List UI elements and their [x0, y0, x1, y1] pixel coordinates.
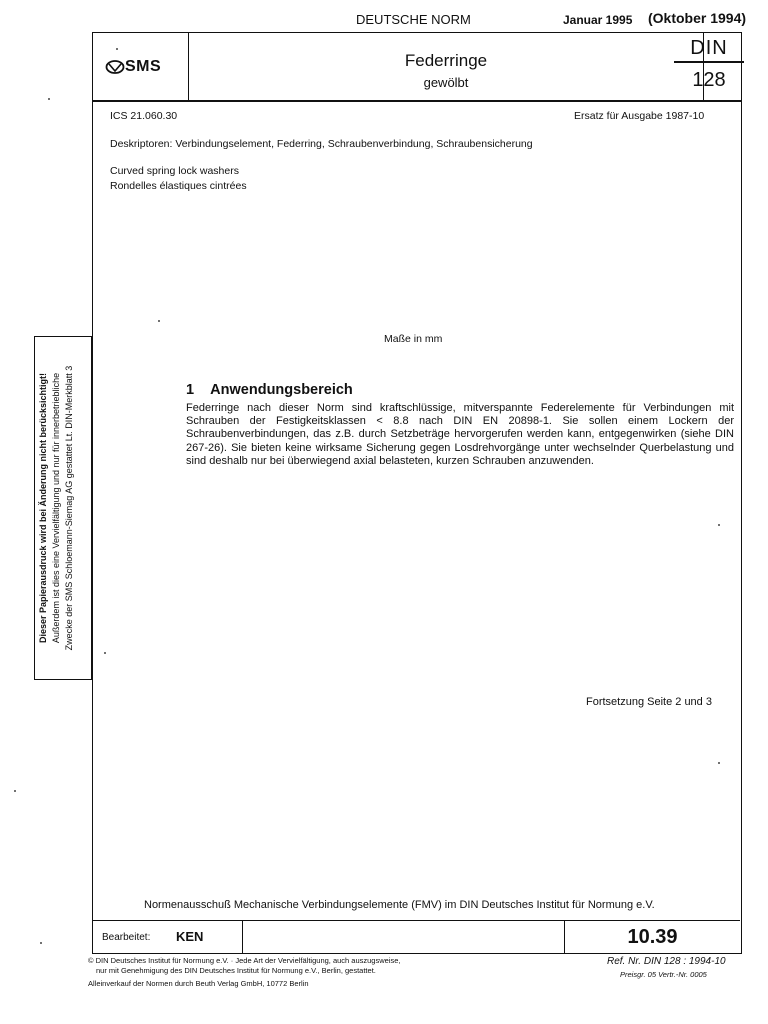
price-codes: Preisgr. 05 Vertr.-Nr. 0005: [620, 970, 707, 979]
side-stamp-line-2: Außerdem ist dies eine Vervielfältigung und nur für innerbetriebliche: [51, 372, 61, 644]
document-title: Federringe: [404, 51, 488, 70]
editor-cell: [92, 921, 243, 953]
descriptors: Deskriptoren: Verbindungselement, Federring, Schraubenverbindung, Schraubensicherung: [110, 138, 533, 150]
logo-text: SMS: [125, 58, 162, 75]
din-divider: [674, 61, 744, 63]
side-stamp-line-3: Zwecke der SMS Schloemann-Siemag AG gestattet Lt. DIN-Merkblatt 3: [64, 365, 74, 651]
scan-speck: [104, 652, 106, 654]
scan-speck: [718, 762, 720, 764]
ics-code: ICS 21.060.30: [110, 110, 178, 122]
section-body: Federringe nach dieser Norm sind kraftschlüssige, mitverspannte Federelemente für Verbindungen mit Schrauben der Festigkeitsklassen < 8.8 nach DIN EN 20898-1. Sie sollen einem Lockern der Schraubenverbindungen, das z.B. durch Setzbeträge hervorgerufen werden kann, entgegenwirken (siehe DIN 267-26). Sie bieten keine wirksame Sicherung gegen Losdrehvorgänge unter wechselnder Querbelastung und sind deshalb nur bei überwiegend axial belasteten, kurzen Schrauben anzuwenden.: [186, 402, 734, 467]
committee-line: Normenausschuß Mechanische Verbindungselemente (FMV) im DIN Deutsches Institut für Normung e.V.: [144, 899, 655, 911]
side-stamp-text: [37, 337, 89, 679]
footer-row: [92, 920, 740, 953]
title-block: [93, 33, 741, 102]
din-number-cell: [690, 33, 741, 100]
footer-empty-cell: [243, 921, 565, 953]
title-english: Curved spring lock washers: [110, 165, 239, 177]
din-label: DIN: [690, 37, 728, 59]
price-group-cell: [565, 921, 740, 953]
continuation-note: Fortsetzung Seite 2 und 3: [586, 696, 712, 708]
scan-speck: [48, 98, 50, 100]
dimensions-note: Maße in mm: [384, 333, 443, 345]
title-cell: [189, 33, 704, 100]
document-subtitle: gewölbt: [423, 75, 469, 90]
copyright-line-1: © DIN Deutsches Institut für Normung e.V. · Jede Art der Vervielfältigung, auch auszugsweise,: [88, 956, 401, 965]
replaces-edition: Ersatz für Ausgabe 1987-10: [574, 110, 705, 122]
reference-number: Ref. Nr. DIN 128 : 1994-10: [607, 956, 726, 967]
scan-speck: [718, 524, 720, 526]
issue-date: Januar 1995: [563, 13, 633, 27]
sales-note: Alleinverkauf der Normen durch Beuth Verlag GmbH, 10772 Berlin: [88, 979, 309, 988]
din-number: 128: [692, 69, 726, 91]
scan-speck: [158, 320, 160, 322]
editor-code: KEN: [176, 929, 204, 944]
scan-speck: [14, 790, 16, 792]
editor-label: Bearbeitet:: [102, 932, 151, 943]
price-group: 10.39: [627, 926, 678, 948]
side-stamp-line-1: Dieser Papierausdruck wird bei Änderung nicht berücksichtigt!: [38, 372, 48, 644]
scan-speck: [40, 942, 42, 944]
issue-date-previous: (Oktober 1994): [648, 10, 747, 26]
side-stamp: [34, 336, 92, 680]
norm-type: DEUTSCHE NORM: [356, 12, 471, 27]
company-logo: [93, 33, 189, 100]
scan-speck: [116, 48, 118, 50]
copyright-line-2: nur mit Genehmigung des DIN Deutsches Institut für Normung e.V., Berlin, gestattet.: [96, 966, 376, 975]
title-french: Rondelles élastiques cintrées: [110, 180, 247, 192]
section-heading: 1 Anwendungsbereich: [186, 382, 353, 398]
sms-logo-icon: [105, 60, 125, 74]
